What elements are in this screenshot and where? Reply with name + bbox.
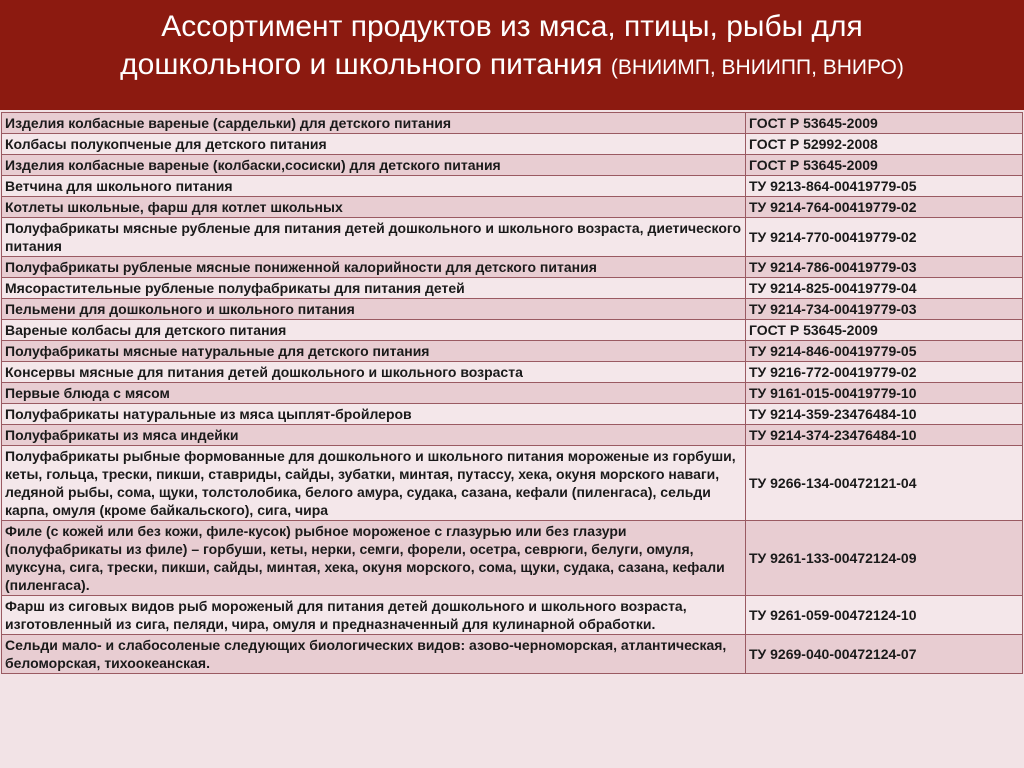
standard-cell: ТУ 9216-772-00419779-02	[746, 362, 1023, 383]
standard-cell: ТУ 9269-040-00472124-07	[746, 635, 1023, 674]
product-cell: Сельди мало- и слабосоленые следующих биологических видов: азово-черноморская, атлантическая, беломорская, тихоокеанская.	[2, 635, 746, 674]
standard-cell: ТУ 9213-864-00419779-05	[746, 176, 1023, 197]
slide-title	[0, 0, 1024, 87]
product-cell: Филе (с кожей или без кожи, филе-кусок) рыбное мороженое с глазурью или без глазури (полуфабрикаты из филе) – горбуши, кеты, нерки, семги, форели, осетра, севрюги, белуги, омуля, муксуна, сига, трески, пикши, сайды, минтая, хека, окуня морского, сома, щуки, судака, сазана, кефали (пиленгаса).	[2, 521, 746, 596]
standard-cell: ГОСТ Р 52992-2008	[746, 134, 1023, 155]
product-cell: Фарш из сиговых видов рыб мороженый для питания детей дошкольного и школьного возраста, изготовленный из сига, пеляди, чира, омуля и предназначенный для кулинарной обработки.	[2, 596, 746, 635]
product-cell: Полуфабрикаты мясные рубленые для питания детей дошкольного и школьного возраста, диетического питания	[2, 218, 746, 257]
products-table	[1, 112, 1023, 674]
standard-cell: ТУ 9214-374-23476484-10	[746, 425, 1023, 446]
standard-cell: ТУ 9161-015-00419779-10	[746, 383, 1023, 404]
product-cell: Мясорастительные рубленые полуфабрикаты для питания детей	[2, 278, 746, 299]
table-row	[2, 155, 1023, 176]
table-row	[2, 218, 1023, 257]
product-cell: Вареные колбасы для детского питания	[2, 320, 746, 341]
standard-cell: ТУ 9214-825-00419779-04	[746, 278, 1023, 299]
product-cell: Полуфабрикаты натуральные из мяса цыплят-бройлеров	[2, 404, 746, 425]
product-cell: Полуфабрикаты рыбные формованные для дошкольного и школьного питания мороженые из горбуши, кеты, гольца, трески, пикши, ставриды, сайды, зубатки, минтая, путассу, хека, окуня морского наваги, ледяной рыбы, сома, щуки, толстолобика, белого амура, судака, сазана, кефали (пиленгаса), сельди карпа, омуля (кроме байкальского), сига, чира	[2, 446, 746, 521]
table-row	[2, 176, 1023, 197]
table-row	[2, 425, 1023, 446]
standard-cell: ГОСТ Р 53645-2009	[746, 155, 1023, 176]
table-row	[2, 341, 1023, 362]
product-cell: Полуфабрикаты мясные натуральные для детского питания	[2, 341, 746, 362]
product-cell: Ветчина для школьного питания	[2, 176, 746, 197]
standard-cell: ТУ 9266-134-00472121-04	[746, 446, 1023, 521]
standard-cell: ТУ 9214-734-00419779-03	[746, 299, 1023, 320]
table-row	[2, 113, 1023, 134]
table-row	[2, 299, 1023, 320]
table-row	[2, 635, 1023, 674]
table-row	[2, 521, 1023, 596]
product-cell: Колбасы полукопченые для детского питания	[2, 134, 746, 155]
standard-cell: ТУ 9214-846-00419779-05	[746, 341, 1023, 362]
table-row	[2, 134, 1023, 155]
standard-cell: ГОСТ Р 53645-2009	[746, 320, 1023, 341]
table-row	[2, 362, 1023, 383]
product-cell: Изделия колбасные вареные (сардельки) для детского питания	[2, 113, 746, 134]
table-row	[2, 197, 1023, 218]
table-row	[2, 257, 1023, 278]
standard-cell: ТУ 9261-059-00472124-10	[746, 596, 1023, 635]
product-cell: Котлеты школьные, фарш для котлет школьных	[2, 197, 746, 218]
table-row	[2, 278, 1023, 299]
product-cell: Пельмени для дошкольного и школьного питания	[2, 299, 746, 320]
standard-cell: ТУ 9214-770-00419779-02	[746, 218, 1023, 257]
title-note: (ВНИИМП, ВНИИПП, ВНИРО)	[610, 56, 904, 79]
product-cell: Полуфабрикаты из мяса индейки	[2, 425, 746, 446]
products-table-container	[0, 112, 1024, 768]
standard-cell: ГОСТ Р 53645-2009	[746, 113, 1023, 134]
table-row	[2, 383, 1023, 404]
standard-cell: ТУ 9214-359-23476484-10	[746, 404, 1023, 425]
product-cell: Первые блюда с мясом	[2, 383, 746, 404]
slide-header	[0, 0, 1024, 110]
table-row	[2, 596, 1023, 635]
standard-cell: ТУ 9261-133-00472124-09	[746, 521, 1023, 596]
product-cell: Консервы мясные для питания детей дошкольного и школьного возраста	[2, 362, 746, 383]
product-cell: Изделия колбасные вареные (колбаски,сосиски) для детского питания	[2, 155, 746, 176]
title-line-1: Ассортимент продуктов из мяса, птицы, рыбы для	[161, 10, 863, 43]
title-line-2: дошкольного и школьного питания	[120, 48, 603, 81]
table-row	[2, 404, 1023, 425]
standard-cell: ТУ 9214-786-00419779-03	[746, 257, 1023, 278]
standard-cell: ТУ 9214-764-00419779-02	[746, 197, 1023, 218]
product-cell: Полуфабрикаты рубленые мясные пониженной калорийности для детского питания	[2, 257, 746, 278]
table-row	[2, 320, 1023, 341]
table-row	[2, 446, 1023, 521]
